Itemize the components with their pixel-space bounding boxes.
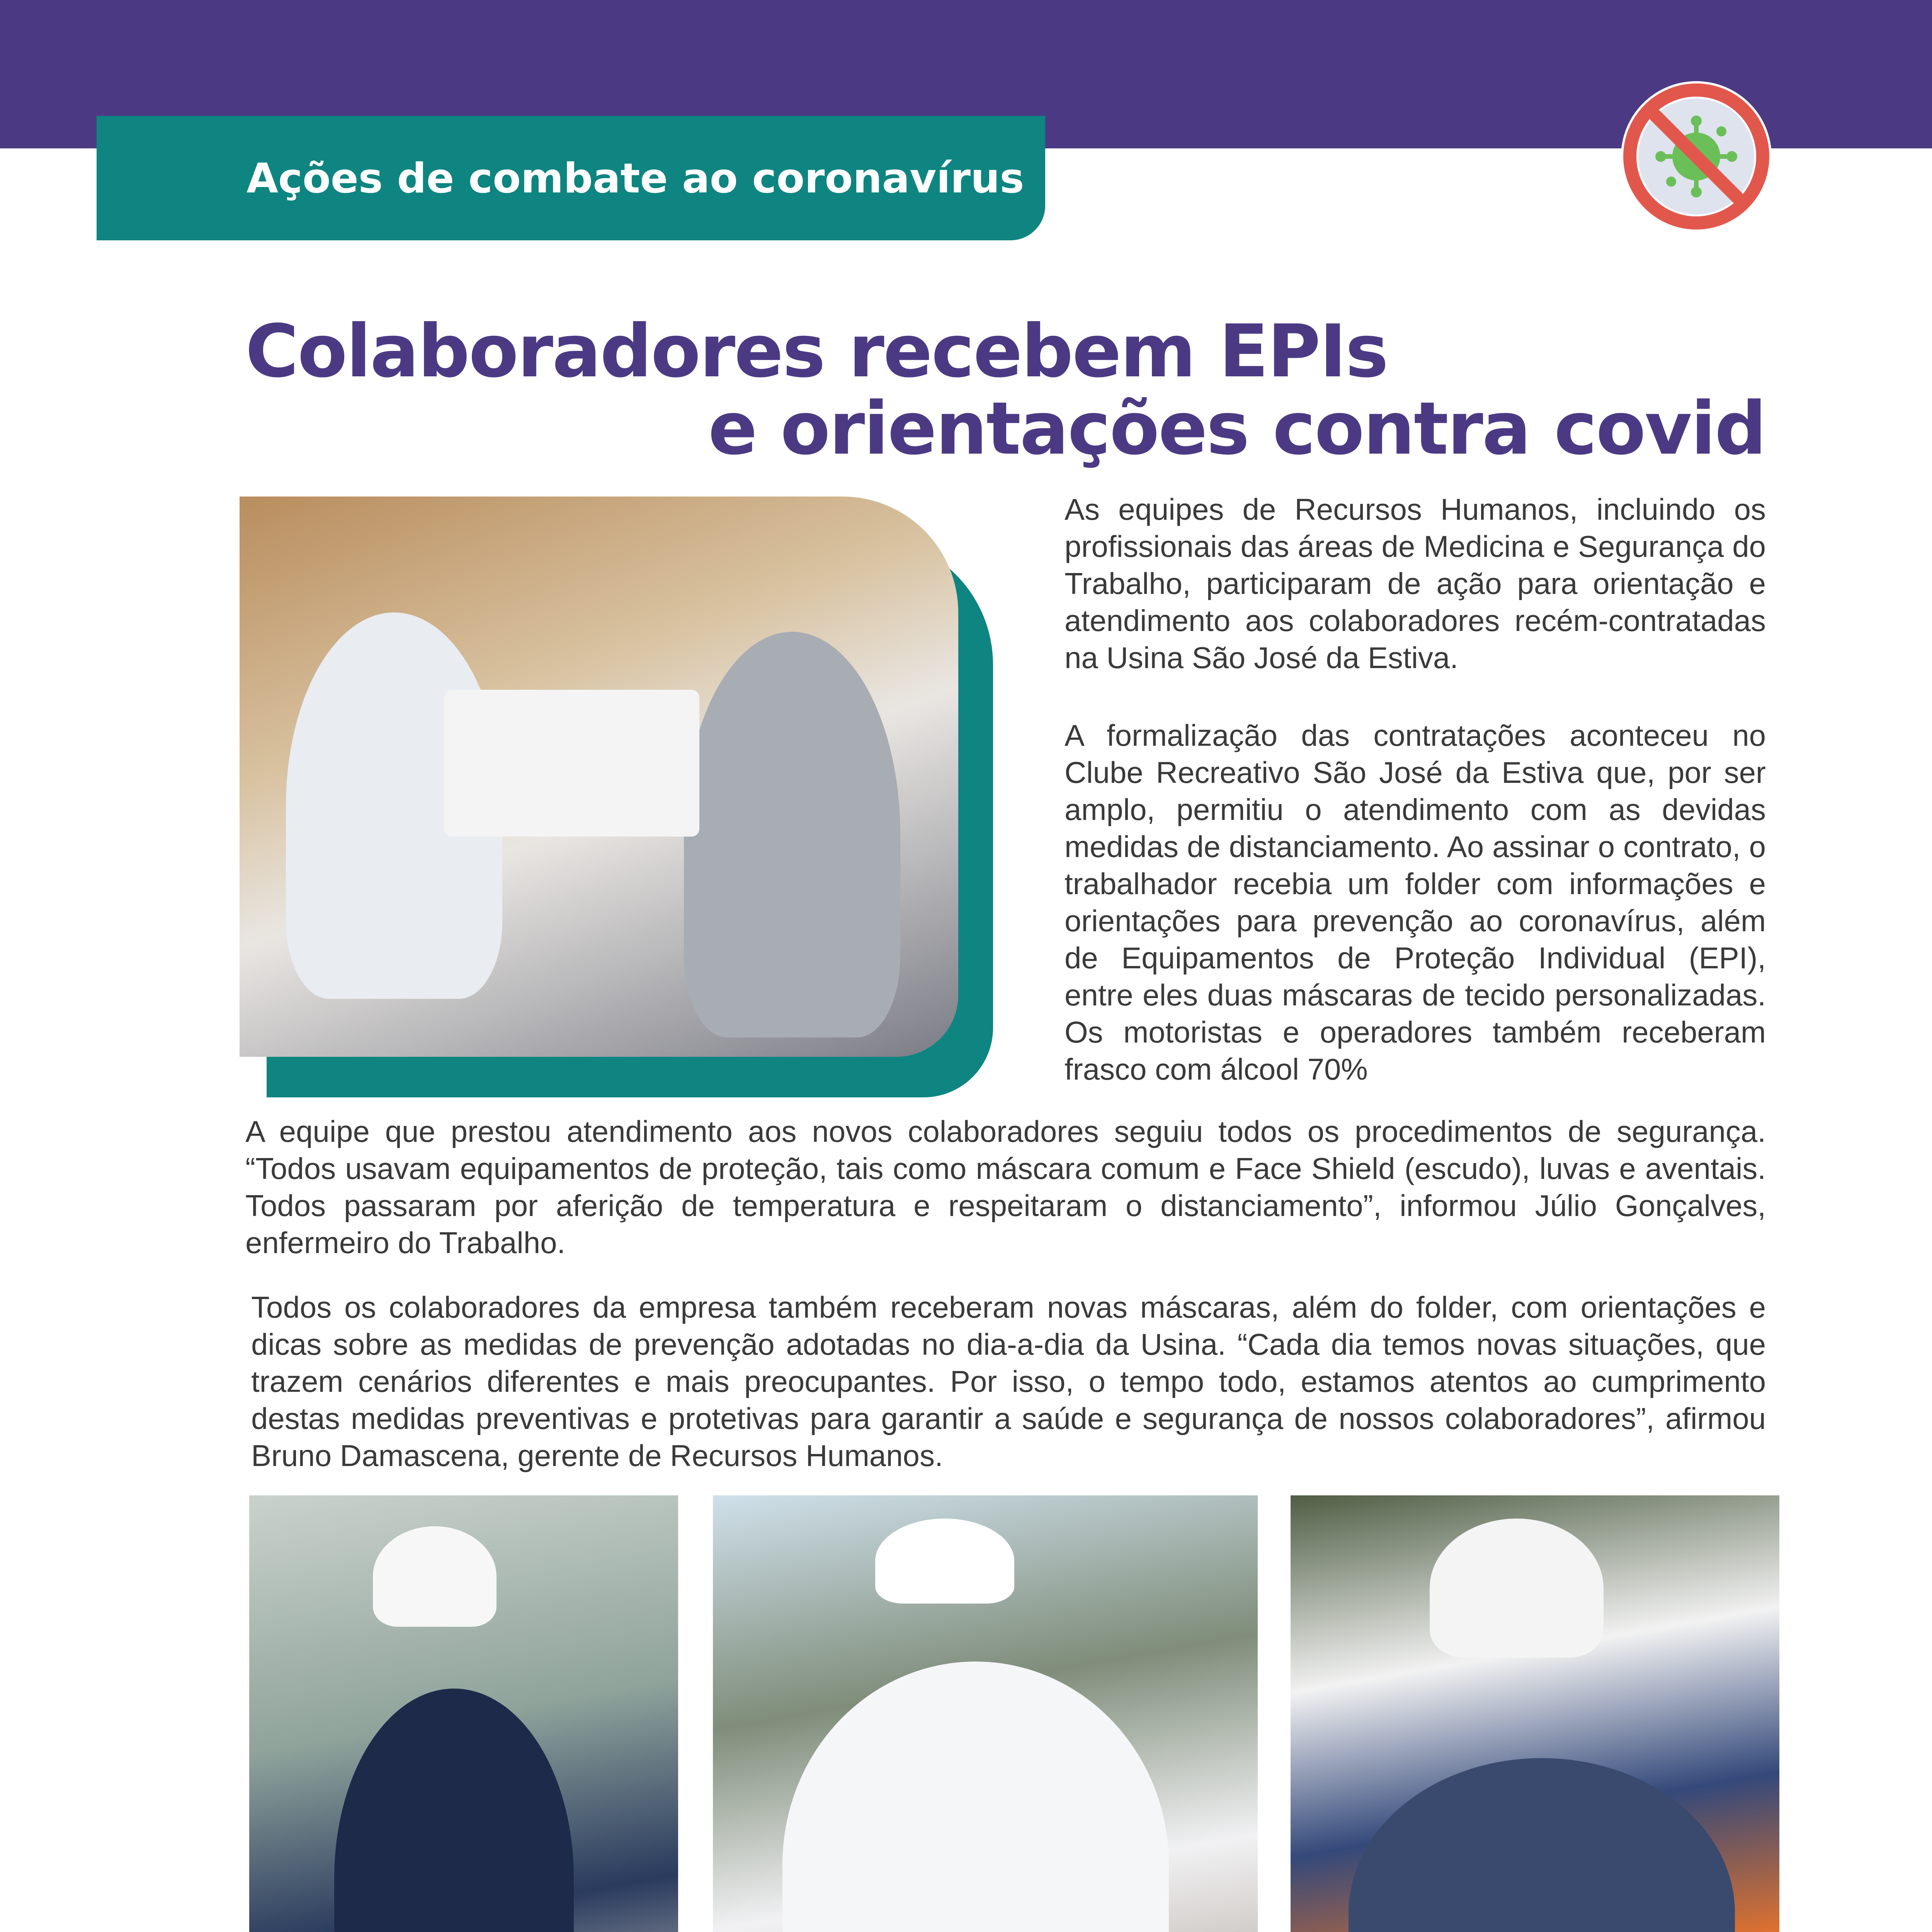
intro-paragraph-1: As equipes de Recursos Humanos, incluindo os profissionais das áreas de Medicina e Segurança do Trabalho, participaram de ação para orientação e atendimento aos colaboradores recém-contratadas na Usina São José da Estiva. xyxy=(1065,492,1766,675)
photo-worker-white-helmet xyxy=(249,1495,678,1932)
photo-worker-white-cap xyxy=(713,1495,1258,1932)
headline-line-1: Colaboradores recebem EPIs xyxy=(245,309,1388,394)
hero-photo-signing-contracts xyxy=(240,497,958,1057)
intro-paragraph-2: A formalização das contratações aconteceu no Clube Recreativo São José da Estiva que, por ser amplo, permitiu o atendimento com as devidas medidas de distanciamento. Ao assinar o contrato, o trabalhador recebia um folder com informações e orientações para prevenção ao coronavírus, além de Equipamentos de Proteção Individual (EPI), entre eles duas máscaras de tecido personalizadas. Os motoristas e operadores também receberam frasco com álcool 70% xyxy=(1065,718,1766,1086)
headline-line-2: e orientações contra covid xyxy=(708,386,1765,471)
section-title: Ações de combate ao coronavírus xyxy=(247,154,1024,202)
photo-worker-safety-vest xyxy=(1291,1495,1779,1932)
no-virus-icon xyxy=(1615,75,1777,238)
body-paragraph-4: Todos os colaboradores da empresa também receberam novas máscaras, além do folder, com orientações e dicas sobre as medidas de prevenção adotadas no dia-a-dia da Usina. “Cada dia temos novas situações, que trazem cenários diferentes e mais preocupantes. Por isso, o tempo todo, estamos atentos ao cumprimento destas medidas preventivas e protetivas para garantir a saúde e segurança de nossos colaboradores”, afirmou Bruno Damascena, gerente de Recursos Humanos. xyxy=(251,1290,1766,1473)
body-paragraph-3: A equipe que prestou atendimento aos novos colaboradores seguiu todos os procedimentos de segurança. “Todos usavam equipamentos de proteção, tais como máscara comum e Face Shield (escudo), luvas e aventais. Todos passaram por aferição de temperatura e respeitaram o distanciamento”, informou Júlio Gonçalves, enfermeiro do Trabalho. xyxy=(245,1114,1766,1260)
section-title-tab xyxy=(97,116,1045,240)
